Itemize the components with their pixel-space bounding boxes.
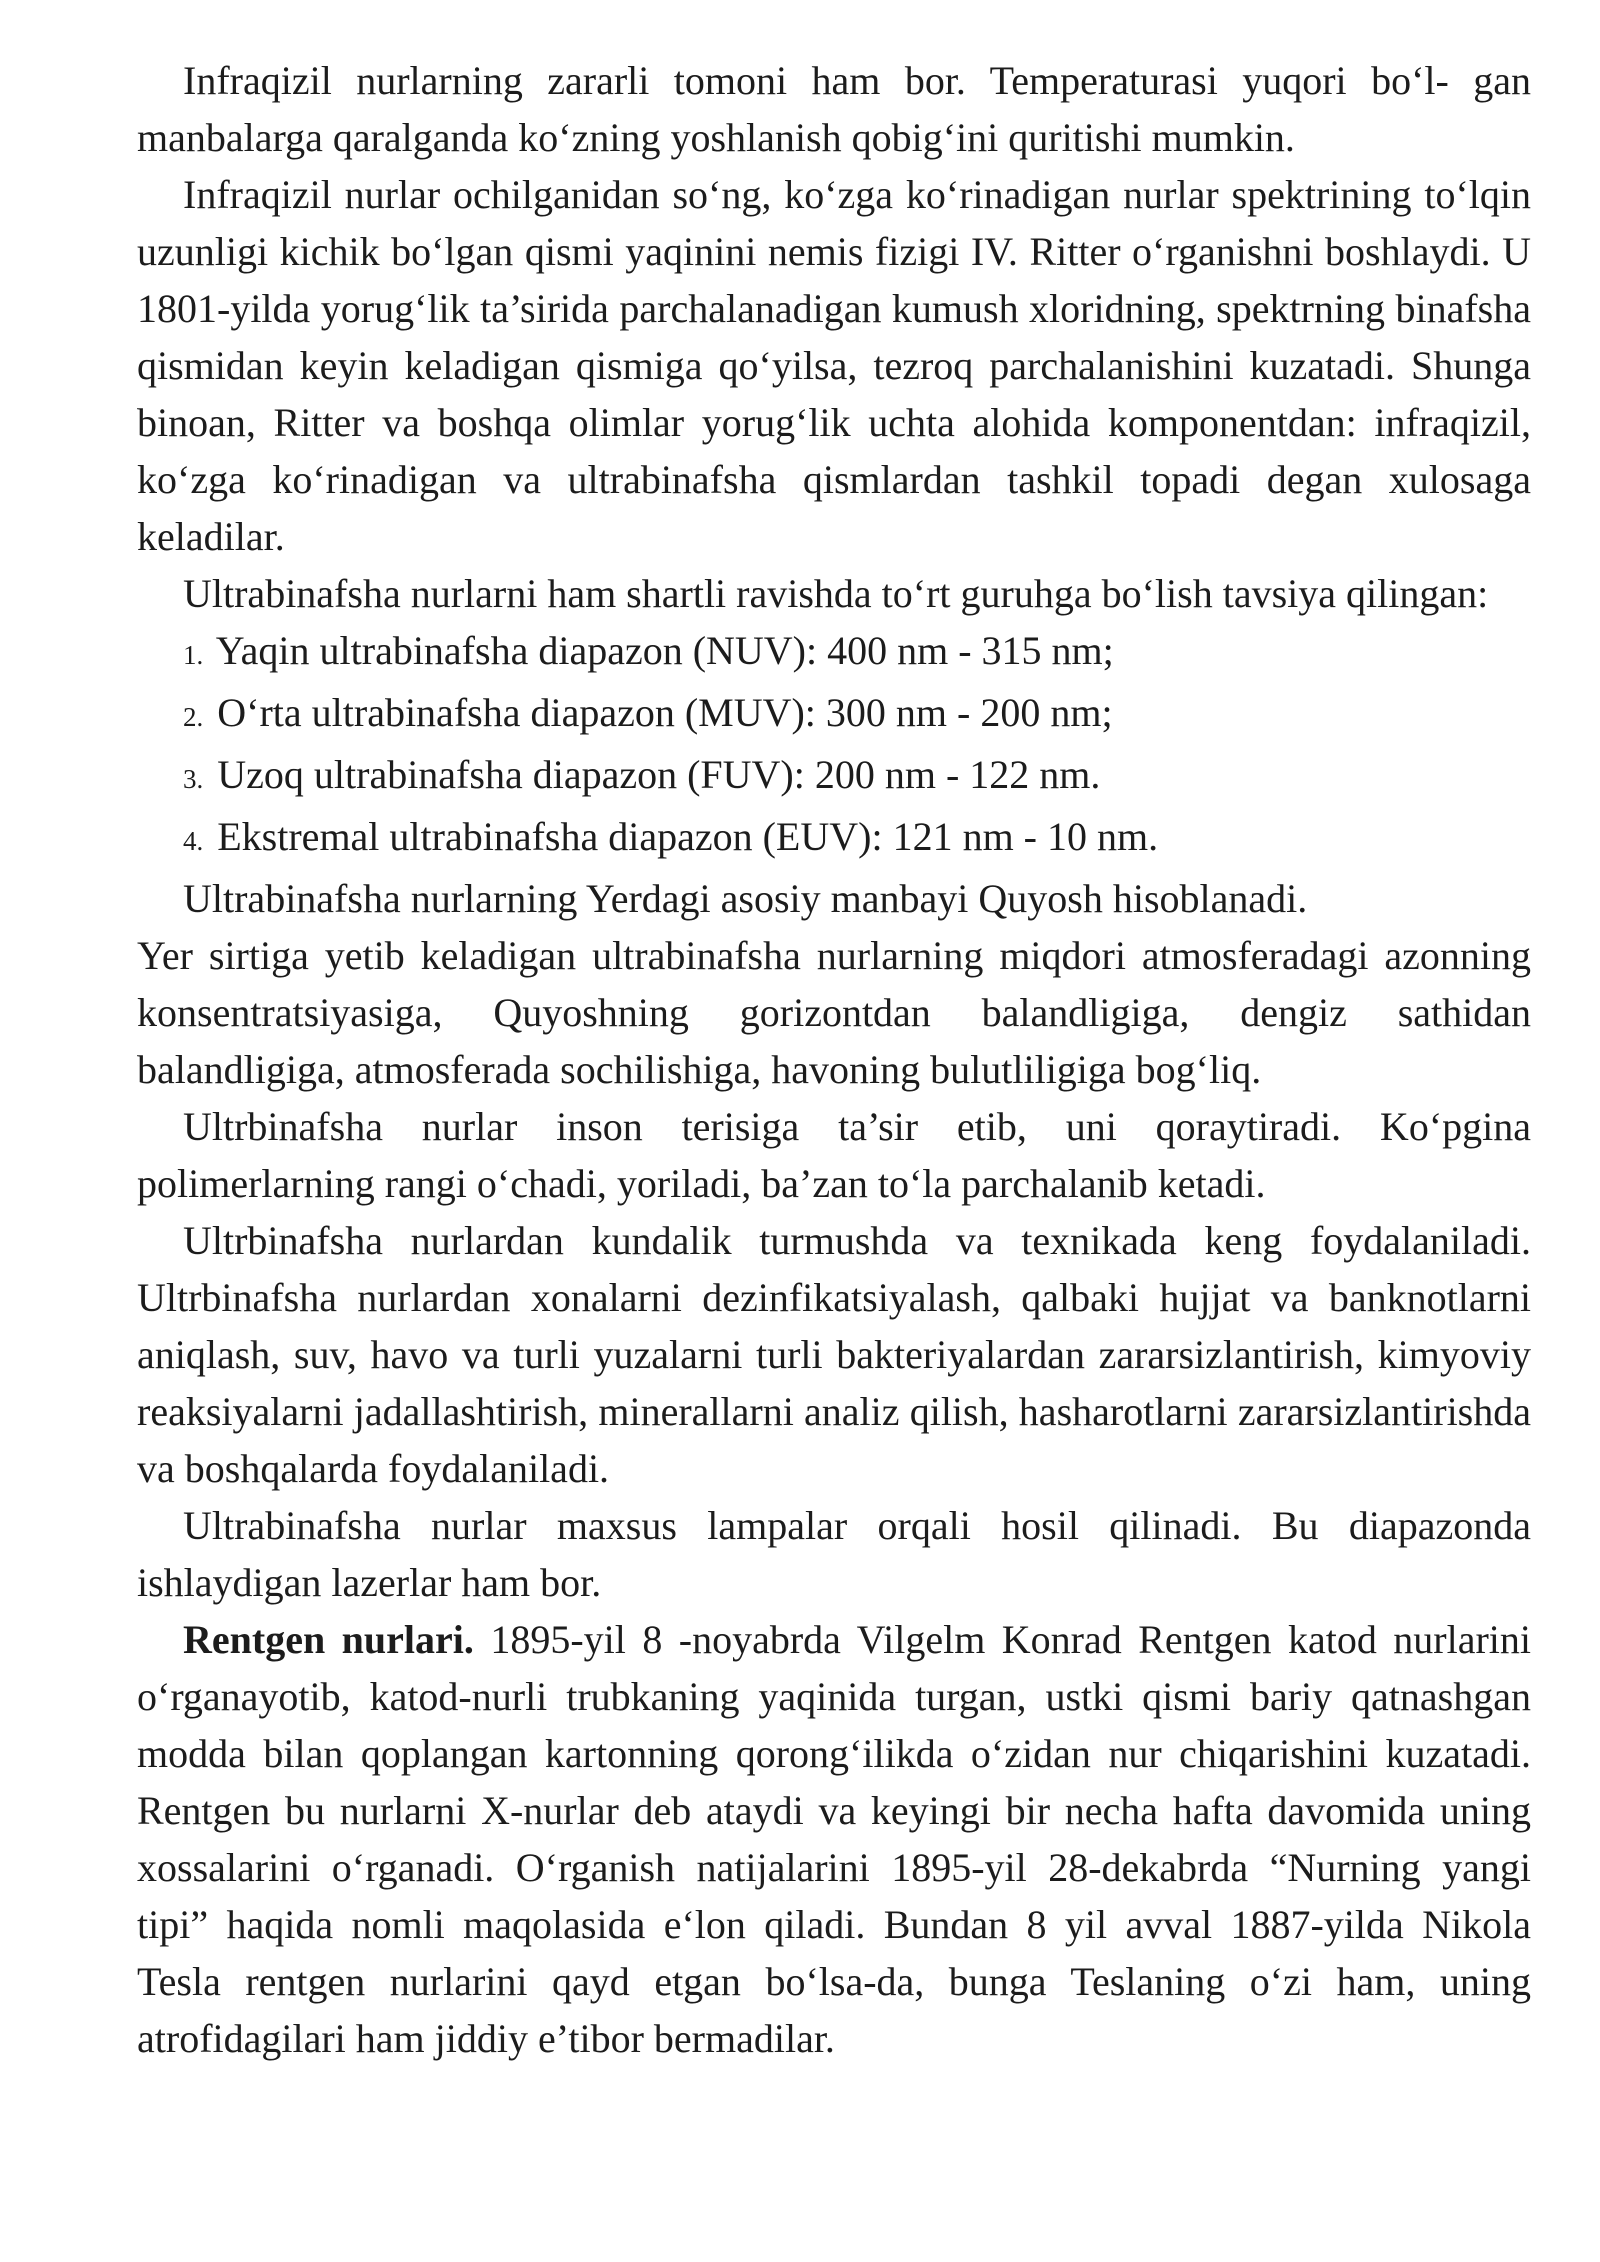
paragraph-uv-amount: Yer sirtiga yetib keladigan ultrabinafsha nurlarning miqdori atmosferadagi azonning konsentratsiyasiga, Quyoshning gorizontdan balandligiga, dengiz sathidan balandligiga, atmosferada sochilishiga, havoning bulutliligiga bog‘liq. bbox=[137, 933, 1531, 1092]
list-item bbox=[137, 746, 1531, 808]
paragraph-uv-effects: Ultrbinafsha nurlar inson terisiga ta’sir etib, uni qoraytiradi. Ko‘pgina polimerlarning rangi o‘chadi, yoriladi, ba’zan to‘la parchalanib ketadi. bbox=[137, 1104, 1531, 1206]
document-page bbox=[137, 52, 1531, 2067]
paragraph-infrared-harm: Infraqizil nurlarning zararli tomoni ham bor. Temperaturasi yuqori bo‘l- gan manbalarga qaralganda ko‘zning yoshlanish qobig‘ini quritishi mumkin. bbox=[137, 58, 1531, 160]
paragraph-uv-source: Ultrabinafsha nurlarning Yerdagi asosiy manbayi Quyosh hisoblanadi. bbox=[183, 876, 1308, 921]
list-item bbox=[137, 622, 1531, 684]
list-item-number: 1. bbox=[183, 640, 204, 670]
list-item-number: 2. bbox=[183, 702, 204, 732]
paragraph-ritter-discovery: Infraqizil nurlar ochilganidan so‘ng, ko‘zga ko‘rinadigan nurlar spektrining to‘lqin uzunligi kichik bo‘lgan qismi yaqinini nemis fizigi IV. Ritter o‘rganishni boshlaydi. U 1801-yilda yorug‘lik ta’sirida parchalanadigan kumush xloridning, spektrning binafsha qismidan keyin keladigan qismiga qo‘yilsa, tezroq parchalanishini kuzatadi. Shunga binoan, Ritter va boshqa olimlar yorug‘lik uchta alohida komponentdan: infraqizil, ko‘zga ko‘rinadigan va ultrabinafsha qismlardan tashkil topadi degan xulosaga keladilar. bbox=[137, 172, 1531, 559]
list-item-number: 4. bbox=[183, 826, 204, 856]
list-item bbox=[137, 684, 1531, 746]
list-item-number: 3. bbox=[183, 764, 204, 794]
uv-range-list bbox=[137, 622, 1531, 870]
paragraph-xrays-body: 1895-yil 8 -noyabrda Vilgelm Konrad Rentgen katod nurlarini o‘rganayotib, katod-nurli trubkaning yaqinida turgan, ustki qismi bariy qatnashgan modda bilan qoplangan kartonning qorong‘ilikda o‘zidan nur chiqarishini kuzatadi. Rentgen bu nurlarni X-nurlar deb ataydi va keyingi bir necha hafta davomida uning xossalarini o‘rganadi. O‘rganish natijalarini 1895-yil 28-dekabrda “Nurning yangi tipi” haqida nomli maqolasida e‘lon qiladi. Bundan 8 yil avval 1887-yilda Nikola Tesla rentgen nurlarini qayd etgan bo‘lsa-da, bunga Teslaning o‘zi ham, uning atrofidagilari ham jiddiy e’tibor bermadilar. bbox=[137, 1617, 1532, 2061]
list-item-text: Ekstremal ultrabinafsha diapazon (EUV): 121 nm - 10 nm. bbox=[217, 814, 1159, 859]
paragraph-uv-groups-intro: Ultrabinafsha nurlarni ham shartli ravishda to‘rt guruhga bo‘lish tavsiya qilingan: bbox=[183, 571, 1489, 616]
list-item-text: O‘rta ultrabinafsha diapazon (MUV): 300 nm - 200 nm; bbox=[217, 690, 1113, 735]
list-item-text: Yaqin ultrabinafsha diapazon (NUV): 400 nm - 315 nm; bbox=[215, 628, 1114, 673]
paragraph-uv-uses: Ultrbinafsha nurlardan kundalik turmushda va texnikada keng foydalaniladi. Ultrbinafsha nurlardan xonalarni dezinfikatsiyalash, qalbaki hujjat va banknotlarni aniqlash, suv, havo va turli yuzalarni turli bakteriyalardan zararsizlantirish, kimyoviy reaksiyalarni jadallashtirish, minerallarni analiz qilish, hasharotlarni zararsizlantirishda va boshqalarda foydalaniladi. bbox=[137, 1218, 1531, 1491]
paragraph-uv-lamps: Ultrabinafsha nurlar maxsus lampalar orqali hosil qilinadi. Bu diapazonda ishlaydigan lazerlar ham bor. bbox=[137, 1503, 1531, 1605]
list-item-text: Uzoq ultrabinafsha diapazon (FUV): 200 nm - 122 nm. bbox=[217, 752, 1101, 797]
list-item bbox=[137, 808, 1531, 870]
paragraph-xrays bbox=[137, 1611, 1531, 2067]
section-heading-xrays: Rentgen nurlari. bbox=[183, 1617, 474, 1662]
